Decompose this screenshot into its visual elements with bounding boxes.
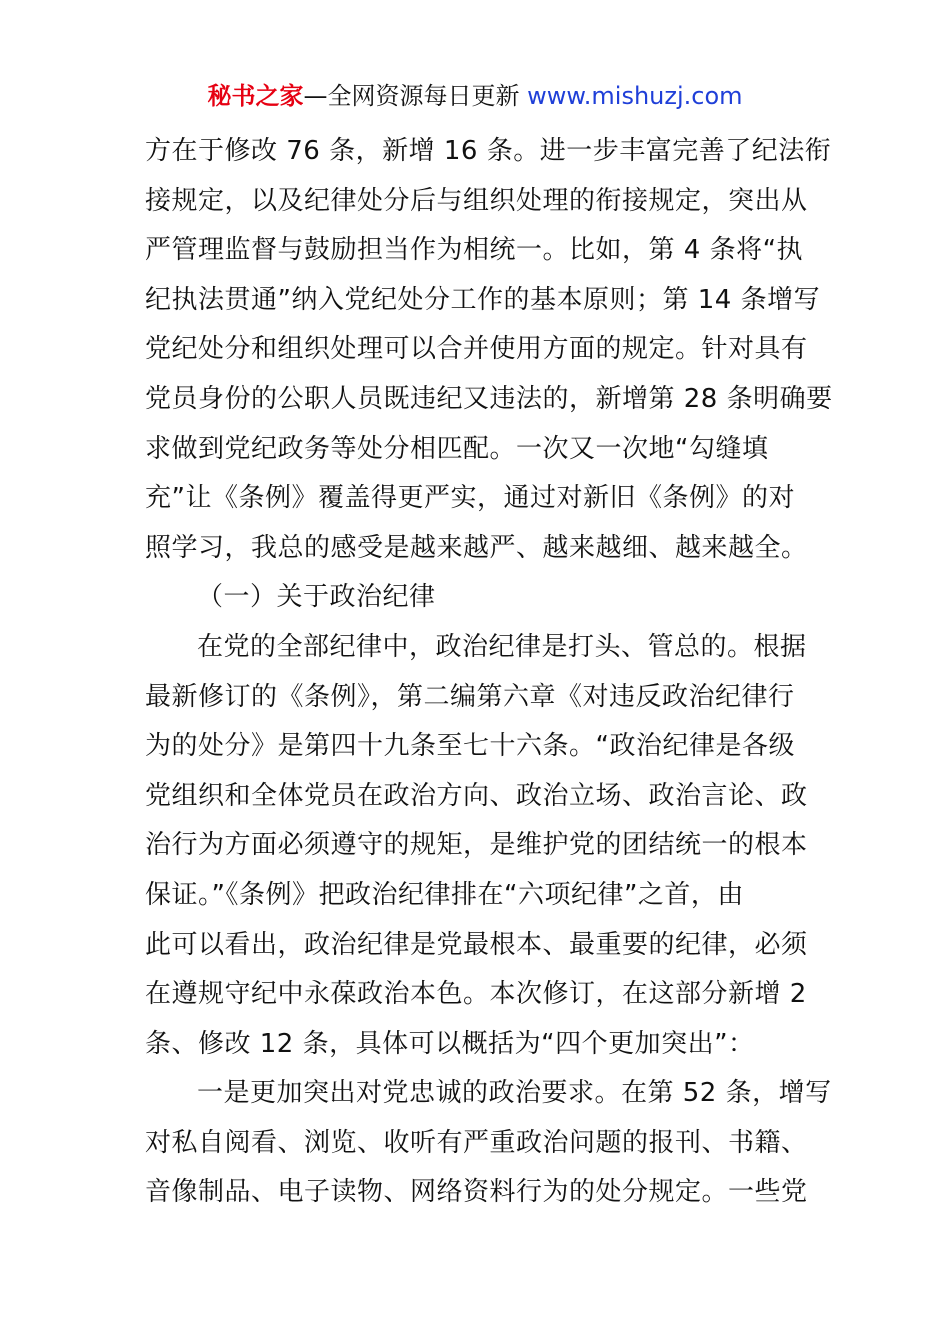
paragraph-line: 充”让《条例》覆盖得更严实，通过对新旧《条例》的对	[145, 483, 795, 514]
site-header	[0, 80, 950, 112]
paragraph-line: 党组织和全体党员在政治方向、政治立场、政治言论、政	[145, 780, 808, 811]
paragraph-line: 党员身份的公职人员既违纪又违法的，新增第 28 条明确要	[145, 383, 833, 414]
paragraph-line: 在党的全部纪律中，政治纪律是打头、管总的。根据	[197, 631, 807, 662]
paragraph-line: 治行为方面必须遵守的规矩，是维护党的团结统一的根本	[145, 830, 808, 861]
paragraph-line: 方在于修改 76 条，新增 16 条。进一步丰富完善了纪法衔	[145, 136, 832, 166]
paragraph-line: 照学习，我总的感受是越来越严、越来越细、越来越全。	[145, 532, 808, 563]
paragraph-line: 求做到党纪政务等处分相匹配。一次又一次地“勾缝填	[145, 433, 769, 464]
paragraph-line: 对私自阅看、浏览、收听有严重政治问题的报刊、书籍、	[145, 1127, 808, 1158]
paragraph-line: 音像制品、电子读物、网络资料行为的处分规定。一些党	[145, 1177, 808, 1208]
paragraph-line: 此可以看出，政治纪律是党最根本、最重要的纪律，必须	[145, 929, 808, 960]
paragraph-line: 纪执法贯通”纳入党纪处分工作的基本原则；第 14 条增写	[145, 284, 821, 315]
paragraph-line: 接规定，以及纪律处分后与组织处理的衔接规定，突出从	[145, 185, 808, 216]
paragraph-line: 一是更加突出对党忠诚的政治要求。在第 52 条，增写	[197, 1078, 832, 1109]
site-brand: 秘书之家	[207, 82, 304, 110]
document-body	[145, 127, 833, 1218]
paragraph-line: 严管理监督与鼓励担当作为相统一。比如，第 4 条将“执	[145, 235, 804, 266]
site-tagline: —全网资源每日更新	[303, 82, 520, 110]
paragraph-line: 保证。”《条例》把政治纪律排在“六项纪律”之首，由	[145, 879, 744, 910]
site-url-link[interactable]: www.mishuzj.com	[527, 82, 743, 110]
paragraph-line: 条、修改 12 条，具体可以概括为“四个更加突出”：	[145, 1028, 755, 1059]
paragraph-line: 在遵规守纪中永葆政治本色。本次修订，在这部分新增 2	[145, 979, 807, 1010]
paragraph-line: 党纪处分和组织处理可以合并使用方面的规定。针对具有	[145, 334, 808, 365]
paragraph-line: 为的处分》是第四十九条至七十六条。“政治纪律是各级	[145, 731, 795, 762]
paragraph-line: 最新修订的《条例》，第二编第六章《对违反政治纪律行	[145, 681, 795, 712]
section-heading: （一）关于政治纪律	[197, 582, 436, 613]
